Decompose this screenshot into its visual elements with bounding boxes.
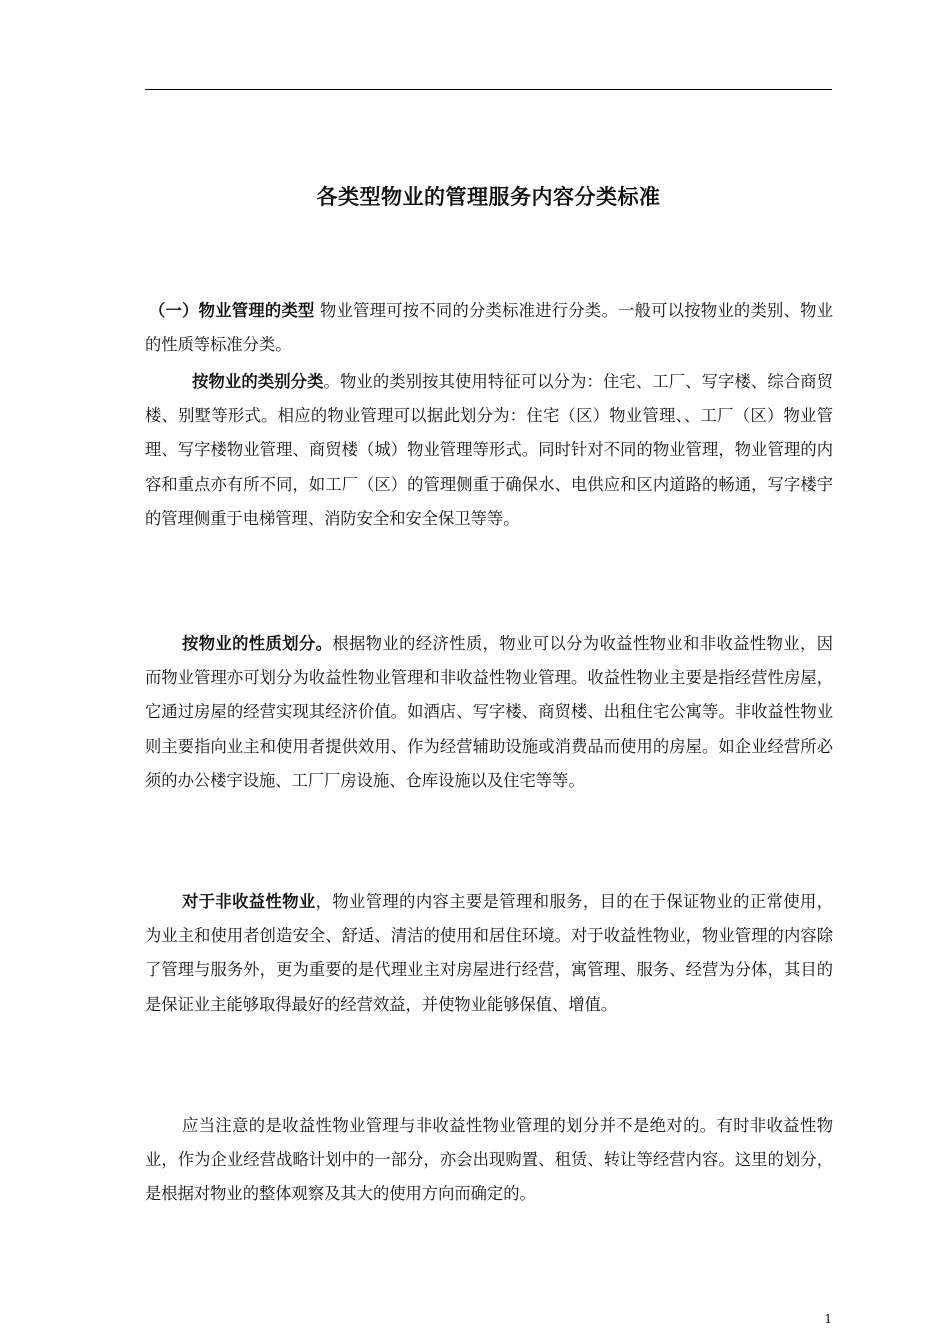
page-number: 1 (824, 1312, 832, 1326)
paragraph-property-management-types (145, 294, 833, 362)
paragraph-lead: 对于非收益性物业 (182, 892, 316, 911)
paragraph-text: 物业管理可按不同的分类标准进行分类。一般可以按物业的类别、物业的性质等标准分类。 (145, 301, 833, 355)
paragraph-note (145, 1109, 833, 1212)
header-rule (145, 89, 832, 90)
paragraph-lead: 按物业的性质划分。 (182, 634, 333, 653)
paragraph-by-nature (145, 627, 833, 798)
paragraph-lead: 按物业的类别分类 (192, 372, 324, 391)
paragraph-text: 。物业的类别按其使用特征可以分为：住宅、工厂、写字楼、综合商贸楼、别墅等形式。相应的物业管理可以据此划分为：住宅（区）物业管理、、工厂（区）物业管理、写字楼物业管理、商贸楼（城）物业管理等形式。同时针对不同的物业管理，物业管理的内容和重点亦有所不同，如工厂（区）的管理侧重于确保水、电供应和区内道路的畅通，写字楼宇的管理侧重于电梯管理、消防安全和安全保卫等等。 (145, 372, 833, 528)
paragraph-text: 应当注意的是收益性物业管理与非收益性物业管理的划分并不是绝对的。有时非收益性物业，作为企业经营战略计划中的一部分，亦会出现购置、租赁、转让等经营内容。这里的划分，是根据对物业的整体观察及其大的使用方向而确定的。 (145, 1116, 833, 1204)
document-title: 各类型物业的管理服务内容分类标准 (316, 185, 661, 209)
paragraph-text: ，物业管理的内容主要是管理和服务，目的在于保证物业的正常使用，为业主和使用者创造安全、舒适、清洁的使用和居住环境。对于收益性物业，物业管理的内容除了管理与服务外，更为重要的是代理业主对房屋进行经营，寓管理、服务、经营为分体，其目的是保证业主能够取得最好的经营效益，并使物业能够保值、增值。 (145, 892, 833, 1014)
paragraph-lead: （一）物业管理的类型 (149, 301, 315, 320)
paragraph-text: 根据物业的经济性质，物业可以分为收益性物业和非收益性物业，因而物业管理亦可划分为收益性物业管理和非收益性物业管理。收益性物业主要是指经营性房屋，它通过房屋的经营实现其经济价值。如酒店、写字楼、商贸楼、出租住宅公寓等。非收益性物业则主要指向业主和使用者提供效用、作为经营辅助设施或消费品而使用的房屋。如企业经营所必须的办公楼宇设施、工厂厂房设施、仓库设施以及住宅等等。 (145, 634, 833, 790)
paragraph-non-income-property (145, 885, 833, 1022)
paragraph-by-category (145, 365, 833, 536)
